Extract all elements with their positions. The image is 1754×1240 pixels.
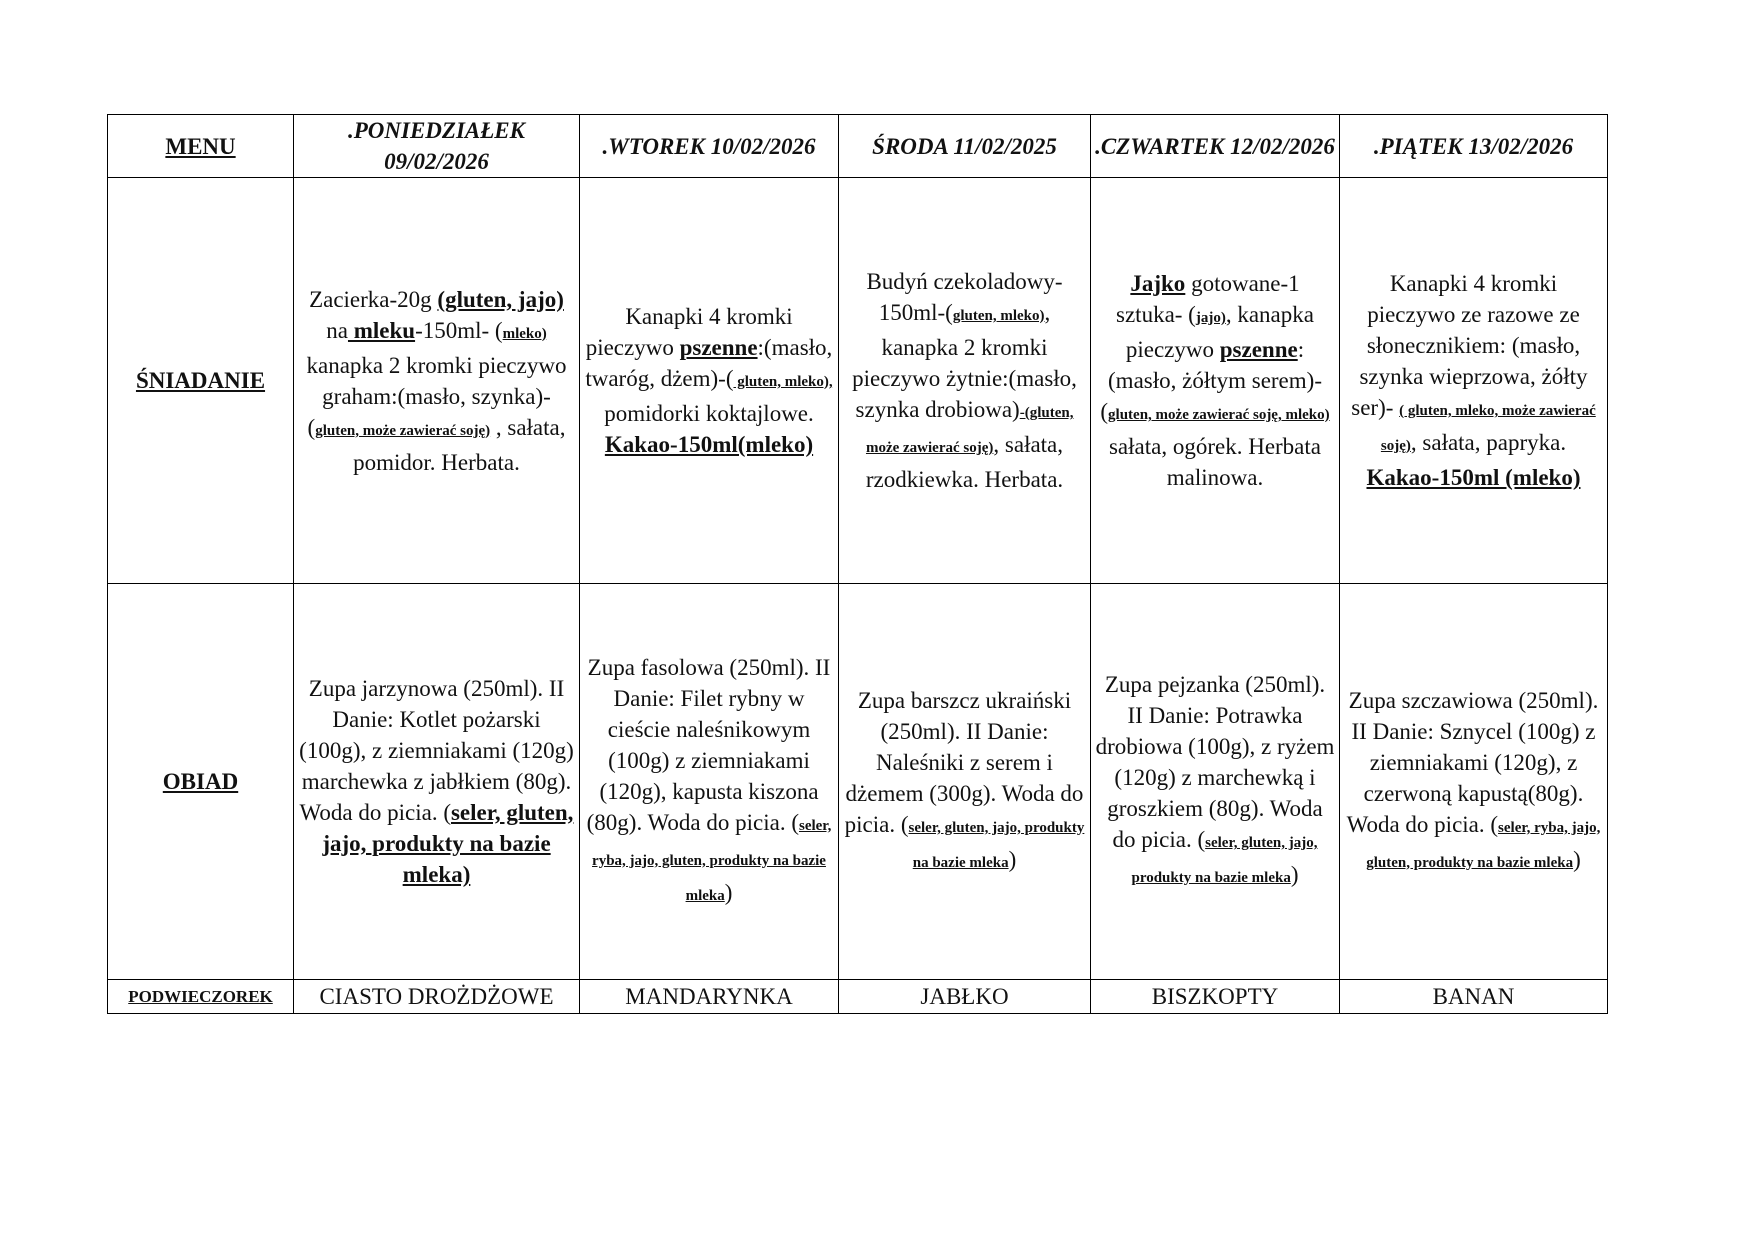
- snack-cell-friday: BANAN: [1340, 980, 1608, 1014]
- breakfast-cell-friday: Kanapki 4 kromki pieczywo ze razowe ze słonecznikiem: (masło, szynka wieprzowa, żółty ser)- ( gluten, mleko, może zawierać soję), sałata, papryka. Kakao-150ml (mleko): [1340, 178, 1608, 584]
- lunch-cell-wednesday: Zupa barszcz ukraiński (250ml). II Danie: Naleśniki z serem i dżemem (300g). Woda do picia. (seler, gluten, jajo, produkty na bazie mleka): [839, 584, 1091, 980]
- snack-label: PODWIECZOREK: [108, 980, 294, 1014]
- lunch-cell-friday: Zupa szczawiowa (250ml). II Danie: Sznycel (100g) z ziemniakami (120g), z czerwoną kapustą(80g). Woda do picia. (seler, ryba, jajo, gluten, produkty na bazie mleka): [1340, 584, 1608, 980]
- breakfast-row: [108, 178, 1608, 584]
- lunch-cell-tuesday: Zupa fasolowa (250ml). II Danie: Filet rybny w cieście naleśnikowym (100g) z ziemniakami (120g), kapusta kiszona (80g). Woda do picia. (seler, ryba, jajo, gluten, produkty na bazie mleka): [580, 584, 839, 980]
- day-header-monday: .PONIEDZIAŁEK 09/02/2026: [294, 115, 580, 178]
- snack-cell-monday: CIASTO DROŻDŻOWE: [294, 980, 580, 1014]
- breakfast-cell-wednesday: Budyń czekoladowy-150ml-(gluten, mleko), kanapka 2 kromki pieczywo żytnie:(masło, szynka drobiowa)-(gluten, może zawierać soję), sałata, rzodkiewka. Herbata.: [839, 178, 1091, 584]
- snack-cell-tuesday: MANDARYNKA: [580, 980, 839, 1014]
- day-header-friday: .PIĄTEK 13/02/2026: [1340, 115, 1608, 178]
- day-header-tuesday: .WTOREK 10/02/2026: [580, 115, 839, 178]
- breakfast-cell-monday: Zacierka-20g (gluten, jajo) na mleku-150ml- (mleko) kanapka 2 kromki pieczywo graham:(masło, szynka)- (gluten, może zawierać soję) , sałata, pomidor. Herbata.: [294, 178, 580, 584]
- lunch-cell-thursday: Zupa pejzanka (250ml). II Danie: Potrawka drobiowa (100g), z ryżem (120g) z marchewką i groszkiem (80g). Woda do picia. (seler, gluten, jajo, produkty na bazie mleka): [1091, 584, 1340, 980]
- lunch-cell-monday: Zupa jarzynowa (250ml). II Danie: Kotlet pożarski (100g), z ziemniakami (120g) marchewka z jabłkiem (80g). Woda do picia. (seler, gluten, jajo, produkty na bazie mleka): [294, 584, 580, 980]
- breakfast-label: ŚNIADANIE: [108, 178, 294, 584]
- snack-cell-wednesday: JABŁKO: [839, 980, 1091, 1014]
- snack-cell-thursday: BISZKOPTY: [1091, 980, 1340, 1014]
- weekly-menu-table: [107, 114, 1608, 1014]
- header-row: [108, 115, 1608, 178]
- menu-title: MENU: [108, 115, 294, 178]
- day-header-wednesday: ŚRODA 11/02/2025: [839, 115, 1091, 178]
- breakfast-cell-tuesday: Kanapki 4 kromki pieczywo pszenne:(masło, twaróg, dżem)-( gluten, mleko), pomidorki koktajlowe. Kakao-150ml(mleko): [580, 178, 839, 584]
- breakfast-cell-thursday: Jajko gotowane-1 sztuka- (jajo), kanapka pieczywo pszenne: (masło, żółtym serem)-(gluten, może zawierać soję, mleko) sałata, ogórek. Herbata malinowa.: [1091, 178, 1340, 584]
- snack-row: [108, 980, 1608, 1014]
- lunch-label: OBIAD: [108, 584, 294, 980]
- day-header-thursday: .CZWARTEK 12/02/2026: [1091, 115, 1340, 178]
- lunch-row: [108, 584, 1608, 980]
